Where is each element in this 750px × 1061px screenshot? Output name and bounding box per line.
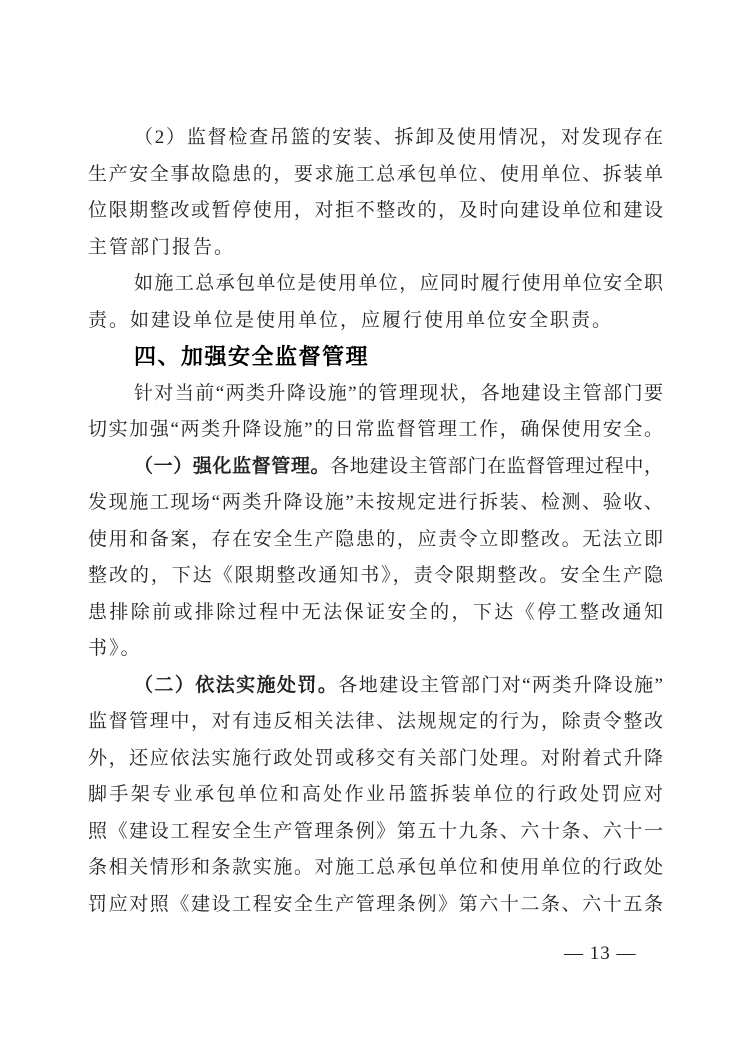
text-segment: 外，还应依法实施行政处罚或移交有关部门处理。对附着式升降 — [88, 747, 663, 769]
text-line — [88, 120, 663, 157]
text-line — [88, 157, 663, 194]
text-line — [88, 850, 663, 887]
text-line — [88, 631, 663, 668]
text-line — [88, 485, 663, 522]
text-segment: 使用和备案，存在安全生产隐患的，应责令立即整改。无法立即 — [88, 528, 663, 550]
text-line — [88, 376, 663, 413]
text-segment: 书》。 — [88, 638, 142, 659]
text-segment: 条相关情形和条款实施。对施工总承包单位和使用单位的行政处 — [88, 857, 663, 878]
text-segment: 生产安全事故隐患的，要求施工总承包单位、使用单位、拆装单 — [88, 163, 663, 185]
text-segment: 监督管理中，对有违反相关法律、法规规定的行为，除责令整改 — [88, 711, 663, 732]
page-number: — 13 — — [564, 943, 637, 964]
text-segment: 主管部门报告。 — [88, 236, 236, 258]
text-line — [88, 558, 663, 595]
text-line — [88, 303, 663, 340]
text-segment: 罚应对照《建设工程安全生产管理条例》第六十二条、六十五条 — [88, 893, 663, 915]
text-segment: 位限期整改或暂停使用，对拒不整改的，及时向建设单位和建设 — [88, 200, 663, 221]
text-segment: （2）监督检查吊篮的安装、拆卸及使用情况，对发现存在 — [134, 127, 663, 148]
document-body — [88, 120, 663, 923]
text-line — [88, 777, 663, 814]
text-line — [88, 741, 663, 778]
text-segment: 发现施工现场“两类升降设施”未按规定进行拆装、检测、验收、 — [88, 492, 663, 513]
bold-text-segment: 四、加强安全监督管理 — [134, 344, 370, 369]
text-line — [88, 704, 663, 741]
text-segment: 切实加强“两类升降设施”的日常监督管理工作，确保使用安全。 — [88, 419, 663, 440]
section-heading — [88, 339, 663, 376]
text-line — [88, 814, 663, 851]
bold-text-segment: （二）依法实施处罚。 — [134, 674, 339, 696]
text-segment: 如施工总承包单位是使用单位，应同时履行使用单位安全职 — [134, 273, 663, 294]
text-segment: 责。如建设单位是使用单位，应履行使用单位安全职责。 — [88, 309, 614, 331]
text-line — [88, 887, 663, 924]
text-line — [88, 266, 663, 303]
text-segment: 各地建设主管部门在监督管理过程中， — [330, 455, 663, 477]
text-line — [88, 230, 663, 267]
text-line — [88, 522, 663, 559]
bold-text-segment: （一）强化监督管理。 — [134, 455, 331, 477]
text-segment: 针对当前“两类升降设施”的管理现状，各地建设主管部门要 — [134, 382, 663, 404]
text-segment: 患排除前或排除过程中无法保证安全的，下达《停工整改通知 — [88, 601, 663, 623]
text-segment: 整改的，下达《限期整改通知书》，责令限期整改。安全生产隐 — [88, 565, 663, 586]
text-segment: 各地建设主管部门对“两类升降设施” — [338, 674, 663, 696]
text-line — [88, 595, 663, 632]
text-line — [88, 193, 663, 230]
text-segment: 脚手架专业承包单位和高处作业吊篮拆装单位的行政处罚应对 — [88, 784, 663, 805]
text-segment: 照《建设工程安全生产管理条例》第五十九条、六十条、六十一 — [88, 820, 663, 842]
text-line — [88, 449, 663, 486]
text-line — [88, 668, 663, 705]
text-line — [88, 412, 663, 449]
